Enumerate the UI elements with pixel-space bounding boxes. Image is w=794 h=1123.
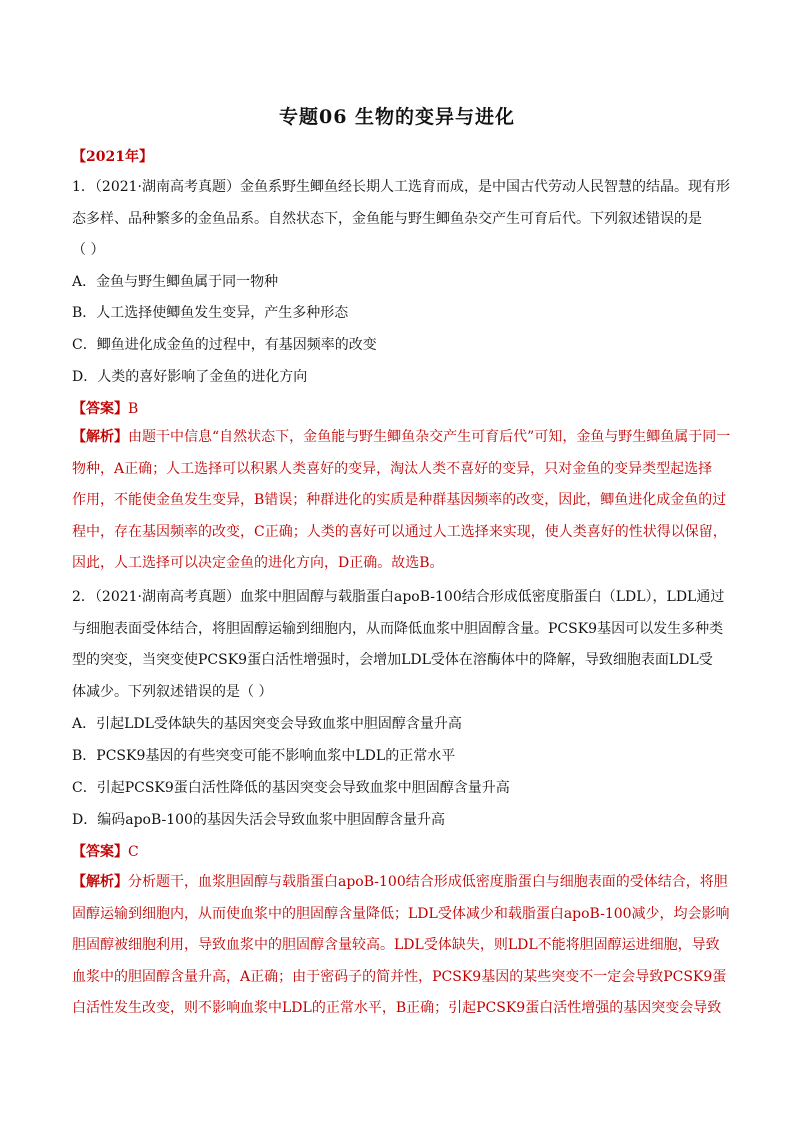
analysis-line: 白活性发生改变，则不影响血浆中LDL的正常水平，B正确；引起PCSK9蛋白活性增强的基因突变会导致 xyxy=(72,1000,722,1016)
q1-option-d: D．人类的喜好影响了金鱼的进化方向 xyxy=(72,369,308,385)
analysis-line: 物种，A正确；人工选择可以积累人类喜好的变异，淘汰人类不喜好的变异，只对金鱼的变异类型起选择 xyxy=(72,460,713,477)
question-1-stem xyxy=(72,172,730,267)
analysis-line: 作用，不能使金鱼发生变异，B错误；种群进化的实质是种群基因频率的改变，因此，鲫鱼进化成金鱼的过 xyxy=(72,492,727,508)
analysis-line-1: 【解析】分析题干，血浆胆固醇与载脂蛋白apoB-100结合形成低密度脂蛋白与细胞表面的受体结合，将胆 xyxy=(72,874,728,890)
answer-value: B xyxy=(128,401,139,417)
analysis-line: 程中，存在基因频率的改变，C正确；人类的喜好可以通过人工选择来实现，使人类喜好的性状得以保留， xyxy=(72,523,727,540)
analysis-line: 血浆中的胆固醇含量升高，A正确；由于密码子的简并性，PCSK9基因的某些突变不一定会导致PCSK9蛋 xyxy=(72,968,727,985)
q2-option-d: D．编码apoB-100的基因失活会导致血浆中胆固醇含量升高 xyxy=(72,812,445,828)
answer-value: C xyxy=(128,844,139,860)
stem-line: 型的突变，当突变使PCSK9蛋白活性增强时，会增加LDL受体在溶酶体中的降解，导致细胞表面LDL受 xyxy=(72,652,713,668)
q1-answer xyxy=(72,398,138,418)
stem-line: 体减少。下列叙述错误的是（ ） xyxy=(72,683,273,700)
stem-line: 与细胞表面受体结合，将胆固醇运输到细胞内，从而降低血浆中胆固醇含量。PCSK9基因可以发生多种类 xyxy=(72,620,724,637)
page-title: 专题06 生物的变异与进化 xyxy=(278,106,516,128)
year-heading: 【2021年】 xyxy=(72,149,153,165)
analysis-label: 【解析】 xyxy=(72,429,128,445)
analysis-line-1: 【解析】由题干中信息“自然状态下，金鱼能与野生鲫鱼杂交产生可育后代”可知，金鱼与野生鲫鱼属于同一 xyxy=(72,429,731,445)
q2-option-a: A．引起LDL受体缺失的基因突变会导致血浆中胆固醇含量升高 xyxy=(72,716,462,732)
q1-analysis xyxy=(72,422,731,580)
analysis-line: 因此，人工选择可以决定金鱼的进化方向，D正确。故选B。 xyxy=(72,555,444,571)
question-2-stem xyxy=(72,582,725,708)
q2-option-c: C．引起PCSK9蛋白活性降低的基因突变会导致血浆中胆固醇含量升高 xyxy=(72,780,510,796)
analysis-line: 胆固醇被细胞利用，导致血浆中的胆固醇含量较高。LDL受体缺失，则LDL不能将胆固醇运进细胞，导致 xyxy=(72,937,720,953)
q2-option-b: B．PCSK9基因的有些突变可能不影响血浆中LDL的正常水平 xyxy=(72,748,456,764)
answer-label: 【答案】 xyxy=(72,844,128,860)
q1-option-c: C．鲫鱼进化成金鱼的过程中，有基因频率的改变 xyxy=(72,337,377,353)
q1-option-a: A．金鱼与野生鲫鱼属于同一物种 xyxy=(72,274,279,290)
stem-line: 1．（2021·湖南高考真题）金鱼系野生鲫鱼经长期人工选育而成，是中国古代劳动人民智慧的结晶。现有形 xyxy=(72,179,730,195)
q2-answer xyxy=(72,841,139,861)
q1-option-b: B．人工选择使鲫鱼发生变异，产生多种形态 xyxy=(72,305,349,321)
stem-line: （ ） xyxy=(72,242,105,258)
analysis-line: 固醇运输到细胞内，从而使血浆中的胆固醇含量降低；LDL受体减少和载脂蛋白apoB-100减少，均会影响 xyxy=(72,905,730,922)
answer-label: 【答案】 xyxy=(72,401,128,417)
stem-line: 态多样、品种繁多的金鱼品系。自然状态下，金鱼能与野生鲫鱼杂交产生可育后代。下列叙述错误的是 xyxy=(72,210,702,227)
q2-analysis xyxy=(72,867,730,1025)
analysis-label: 【解析】 xyxy=(72,874,128,890)
stem-line: 2．（2021·湖南高考真题）血浆中胆固醇与载脂蛋白apoB-100结合形成低密度脂蛋白（LDL），LDL通过 xyxy=(72,589,725,605)
